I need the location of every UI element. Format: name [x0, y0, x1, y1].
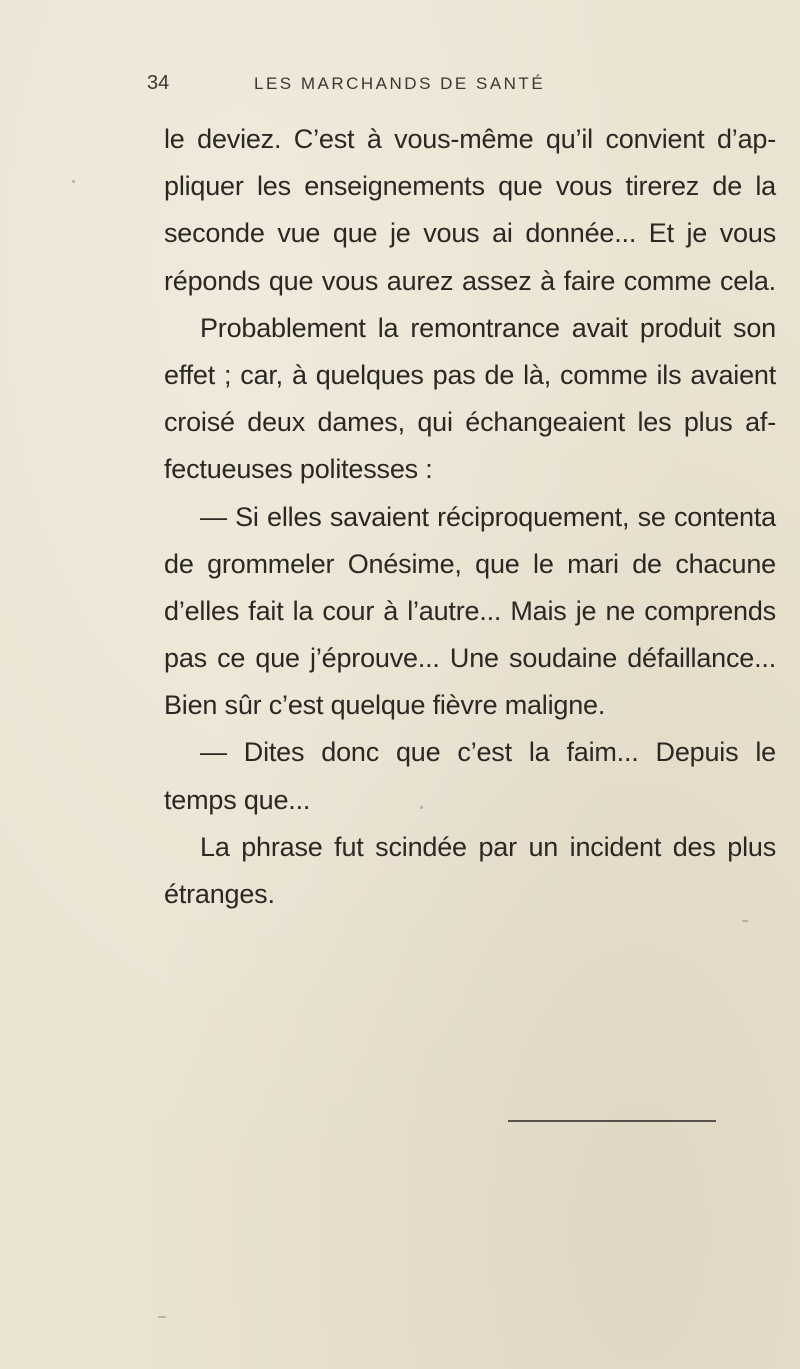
text-line: effet ; car, à quelques pas de là, comme ils avaient	[164, 359, 776, 390]
text-line: — Si elles savaient réciproquement, se contenta	[200, 501, 776, 532]
text-line: La phrase fut scindée par un incident des plus	[200, 831, 776, 862]
text-line: le deviez. C’est à vous-même qu’il convient d’ap-	[164, 124, 776, 154]
text-line: pliquer les enseignements que vous tirerez de la	[164, 171, 776, 202]
text-line: pas ce que j’éprouve... Une soudaine défaillance...	[164, 643, 776, 674]
text-line: — Dites donc que c’est la faim... Depuis le	[200, 737, 776, 768]
text-line: croisé deux dames, qui échangeaient les plus af-	[164, 407, 776, 438]
text-line: Bien sûr c’est quelque fièvre maligne.	[164, 690, 606, 721]
body-text	[164, 116, 776, 918]
text-line: de grommeler Onésime, que le mari de chacune	[164, 548, 776, 579]
paper-speck	[420, 806, 423, 809]
section-rule	[508, 1120, 716, 1122]
text-line: seconde vue que je vous ai donnée... Et je vous	[164, 218, 776, 249]
paper-speck	[742, 920, 748, 922]
paper-speck	[72, 180, 75, 183]
page-number: 34	[147, 72, 170, 94]
text-line: fectueuses politesses :	[164, 454, 433, 485]
text-line: réponds que vous aurez assez à faire comme cela.	[164, 265, 776, 296]
running-title: LES MARCHANDS DE SANTÉ	[254, 74, 546, 93]
paper-speck	[158, 1316, 166, 1318]
text-line: d’elles fait la cour à l’autre... Mais je ne comprends	[164, 595, 776, 626]
text-line: Probablement la remontrance avait produit son	[200, 312, 776, 343]
text-line: temps que...	[164, 784, 311, 815]
text-line: étranges.	[164, 879, 275, 909]
